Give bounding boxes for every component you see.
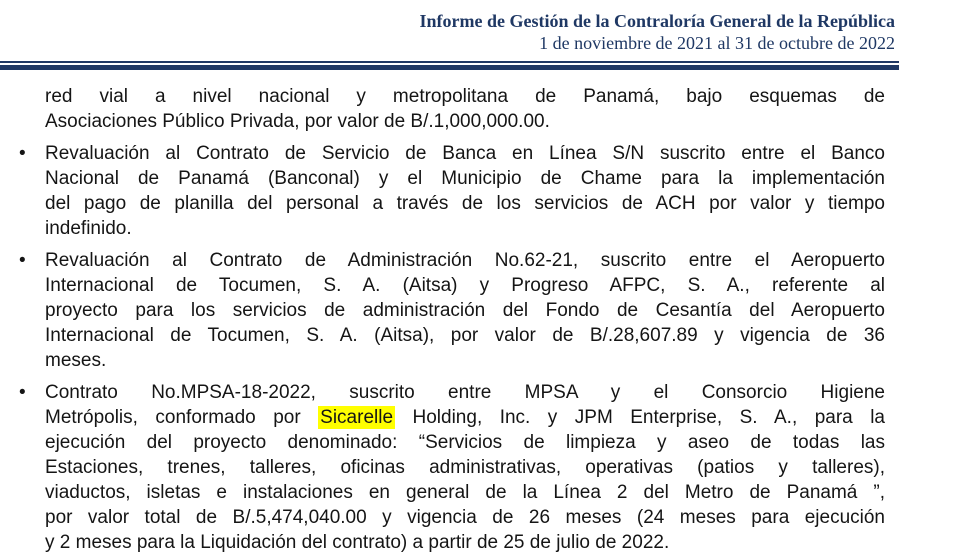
header-divider	[0, 61, 899, 70]
text-line: Contrato No.MPSA-18-2022, suscrito entre MPSA y el Consorcio Higiene	[45, 382, 885, 403]
text-line: Asociaciones Público Privada, por valor de B/.1,000,000.00.	[45, 111, 550, 132]
bullet-icon: •	[19, 382, 26, 403]
text-line: Internacional de Tocumen, S. A. (Aitsa) y Progreso AFPC, S. A., referente al	[45, 275, 885, 296]
text-line: Internacional de Tocumen, S. A. (Aitsa), por valor de B/.28,607.89 y vigencia de 36	[45, 325, 885, 346]
bullet-icon: •	[19, 143, 26, 164]
text-line: viaductos, isletas e instalaciones en general de la Línea 2 del Metro de Panamá ”,	[45, 482, 885, 503]
continuation-paragraph	[45, 84, 885, 134]
text-line: Revaluación al Contrato de Administración No.62-21, suscrito entre el Aeropuerto	[45, 250, 885, 271]
text-line: proyecto para los servicios de administración del Fondo de Cesantía del Aeropuerto	[45, 300, 885, 321]
bullet-item-administracion-62-21	[19, 248, 885, 373]
report-title: Informe de Gestión de la Contraloría General de la República	[419, 11, 895, 31]
bullet-paragraph	[45, 380, 885, 555]
text-line: Estaciones, trenes, talleres, oficinas administrativas, operativas (patios y talleres),	[45, 457, 885, 478]
text-line: y 2 meses para la Liquidación del contrato) a partir de 25 de julio de 2022.	[45, 532, 670, 553]
bullet-paragraph	[45, 141, 885, 241]
report-period: 1 de noviembre de 2021 al 31 de octubre de 2022	[539, 33, 895, 53]
text-line: meses.	[45, 350, 107, 371]
text-line: red vial a nivel nacional y metropolitana de Panamá, bajo esquemas de	[45, 86, 885, 107]
text-line: Revaluación al Contrato de Servicio de Banca en Línea S/N suscrito entre el Banco	[45, 143, 885, 164]
highlighted-term-sicarelle: Sicarelle	[320, 407, 394, 428]
text-line-with-highlight	[45, 405, 885, 430]
text-line: por valor total de B/.5,474,040.00 y vigencia de 26 meses (24 meses para ejecución	[45, 507, 885, 528]
bullet-icon: •	[19, 250, 26, 271]
document-body	[0, 70, 954, 555]
text-line: ejecución del proyecto denominado: “Servicios de limpieza y aseo de todas las	[45, 432, 885, 453]
text-segment: Metrópolis, conformado por	[45, 407, 319, 428]
text-line: del pago de planilla del personal a través de los servicios de ACH por valor y tiempo	[45, 193, 885, 214]
text-line: Nacional de Panamá (Banconal) y el Municipio de Chame para la implementación	[45, 168, 885, 189]
bullet-item-contrato-mpsa-18-2022	[19, 380, 885, 555]
text-segment: Holding, Inc. y JPM Enterprise, S. A., para la	[395, 407, 885, 428]
text-line: indefinido.	[45, 218, 132, 239]
bullet-paragraph	[45, 248, 885, 373]
bullet-item-banca-en-linea	[19, 141, 885, 241]
document-header	[0, 0, 954, 54]
